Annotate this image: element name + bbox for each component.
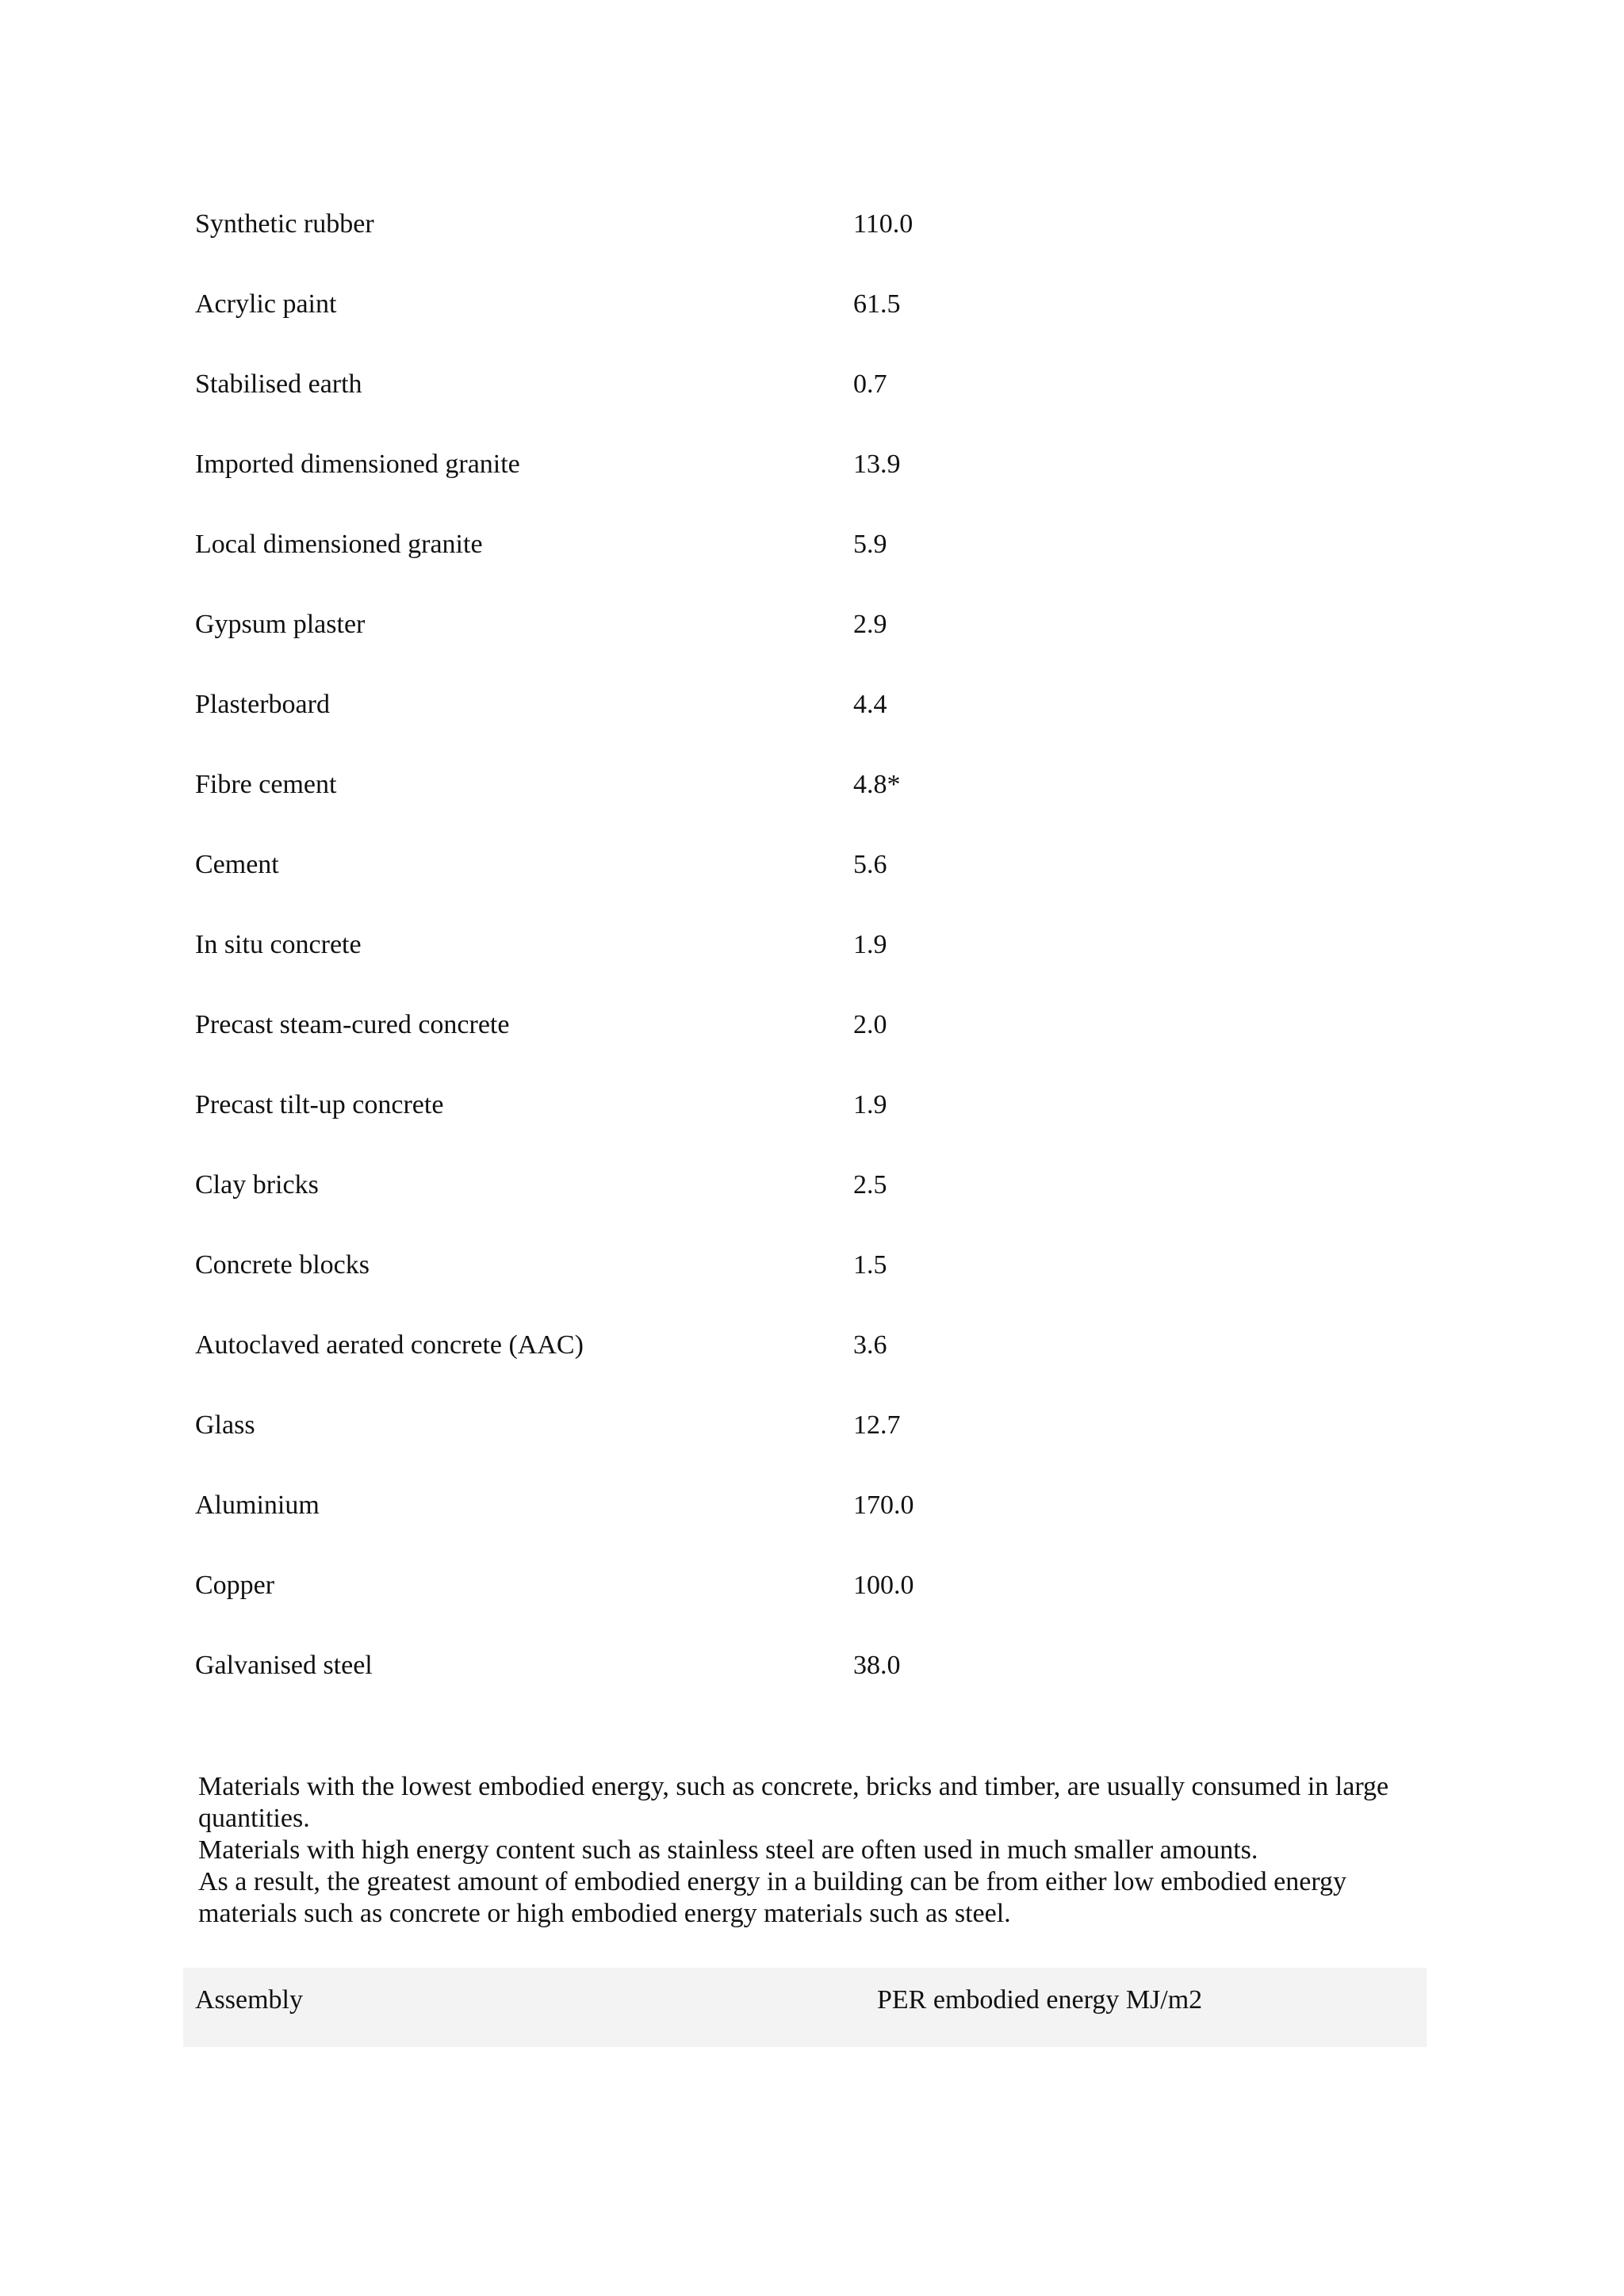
- table-row: [195, 1005, 1424, 1085]
- material-name: Imported dimensioned granite: [195, 450, 520, 479]
- material-name: Copper: [195, 1571, 275, 1600]
- table-row: [195, 365, 1424, 445]
- table-row: [195, 205, 1424, 285]
- table-row: [195, 685, 1424, 765]
- material-energy-value: 2.9: [853, 610, 887, 639]
- material-energy-value: 1.9: [853, 1090, 887, 1119]
- assembly-table-header: [183, 1968, 1427, 2047]
- material-energy-value: 5.6: [853, 850, 887, 879]
- material-energy-value: 4.4: [853, 690, 887, 719]
- material-energy-value: 0.7: [853, 369, 887, 399]
- table-row: [195, 1165, 1424, 1246]
- material-energy-value: 1.5: [853, 1250, 887, 1280]
- material-name: Aluminium: [195, 1490, 320, 1520]
- material-name: Concrete blocks: [195, 1250, 370, 1280]
- paragraph-line: materials such as concrete or high embodied energy materials such as steel.: [198, 1899, 1011, 1928]
- table-row: [195, 1406, 1424, 1486]
- material-name: Synthetic rubber: [195, 209, 374, 239]
- embodied-energy-paragraph: [198, 1771, 1435, 1930]
- table-row: [195, 1646, 1424, 1726]
- material-energy-value: 13.9: [853, 450, 901, 479]
- material-energy-value: 1.9: [853, 930, 887, 959]
- material-name: In situ concrete: [195, 930, 362, 959]
- table-row: [195, 525, 1424, 605]
- table-row: [195, 845, 1424, 925]
- material-name: Galvanised steel: [195, 1651, 373, 1680]
- material-name: Fibre cement: [195, 770, 337, 799]
- material-name: Plasterboard: [195, 690, 330, 719]
- table-row: [195, 285, 1424, 365]
- material-name: Glass: [195, 1410, 255, 1440]
- material-energy-value: 170.0: [853, 1490, 914, 1520]
- material-name: Clay bricks: [195, 1170, 319, 1200]
- material-energy-value: 4.8*: [853, 770, 901, 799]
- material-name: Cement: [195, 850, 279, 879]
- table-row: [195, 1566, 1424, 1646]
- table-row: [195, 1326, 1424, 1406]
- paragraph-line: As a result, the greatest amount of embodied energy in a building can be from either low embodied energy: [198, 1867, 1347, 1896]
- material-energy-value: 100.0: [853, 1571, 914, 1600]
- table-row: [195, 925, 1424, 1005]
- table-row: [195, 1486, 1424, 1566]
- material-energy-value: 110.0: [853, 209, 914, 239]
- material-name: Acrylic paint: [195, 289, 337, 319]
- assembly-column-header: Assembly: [195, 1985, 303, 2015]
- material-name: Precast tilt-up concrete: [195, 1090, 444, 1119]
- table-row: [195, 605, 1424, 685]
- material-name: Autoclaved aerated concrete (AAC): [195, 1330, 584, 1360]
- material-energy-value: 5.9: [853, 530, 887, 559]
- material-energy-value: 38.0: [853, 1651, 901, 1680]
- paragraph-line: quantities.: [198, 1804, 310, 1833]
- material-name: Precast steam-cured concrete: [195, 1010, 510, 1039]
- material-name: Gypsum plaster: [195, 610, 366, 639]
- table-row: [195, 1246, 1424, 1326]
- material-energy-value: 2.0: [853, 1010, 887, 1039]
- material-energy-value: 2.5: [853, 1170, 887, 1200]
- paragraph-line: Materials with the lowest embodied energy, such as concrete, bricks and timber, are usually consumed in large: [198, 1772, 1389, 1801]
- material-energy-value: 12.7: [853, 1410, 901, 1440]
- material-name: Stabilised earth: [195, 369, 362, 399]
- energy-column-header: PER embodied energy MJ/m2: [877, 1985, 1203, 2015]
- table-row: [195, 445, 1424, 525]
- material-energy-value: 3.6: [853, 1330, 887, 1360]
- table-row: [195, 765, 1424, 845]
- table-row: [195, 1085, 1424, 1165]
- materials-energy-table: [195, 205, 1424, 1726]
- material-name: Local dimensioned granite: [195, 530, 483, 559]
- paragraph-line: Materials with high energy content such as stainless steel are often used in much smaller amounts.: [198, 1835, 1258, 1865]
- material-energy-value: 61.5: [853, 289, 901, 319]
